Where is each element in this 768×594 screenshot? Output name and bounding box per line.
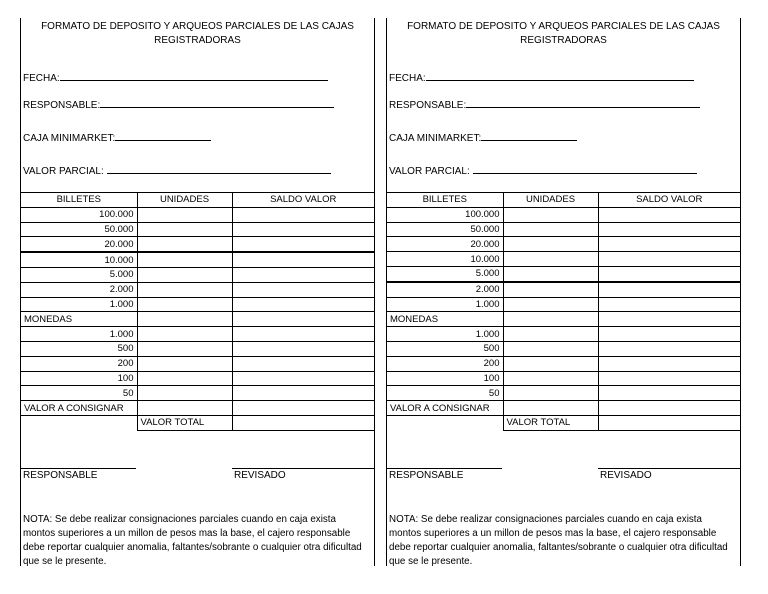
deposit-form-right (386, 18, 741, 566)
moneda-value: 200 (21, 356, 137, 371)
nota-text: NOTA: Se debe realizar consignaciones parciales cuando en caja exista montos superiores a un millon de pesos mas la base, el cajero responsable debe reportar cualquier anomalia, faltantes/sobrante o cualquier otra dificultad que se le presente. (389, 514, 728, 567)
saldo-cell[interactable] (232, 341, 374, 356)
caja-field (389, 130, 577, 144)
moneda-value: 100 (21, 371, 137, 386)
header-billetes: BILLETES (21, 193, 137, 208)
valor-consignar-row (21, 401, 374, 416)
table-row (387, 297, 740, 312)
moneda-value: 50 (387, 386, 503, 401)
unidades-cell[interactable] (137, 327, 232, 342)
unidades-cell[interactable] (137, 297, 232, 312)
unidades-cell[interactable] (503, 371, 598, 386)
valor-total-label: VALOR TOTAL (503, 415, 598, 430)
saldo-cell[interactable] (598, 401, 740, 416)
saldo-cell[interactable] (232, 207, 374, 222)
unidades-cell[interactable] (503, 222, 598, 237)
valor-parcial-label: VALOR PARCIAL: (23, 166, 104, 177)
table-row (387, 282, 740, 297)
billete-value: 20.000 (21, 237, 137, 252)
empty-cell (387, 415, 503, 430)
table-row (21, 386, 374, 401)
responsable-signature-label: RESPONSABLE (23, 470, 98, 481)
saldo-cell[interactable] (232, 237, 374, 252)
unidades-cell[interactable] (503, 327, 598, 342)
billete-value: 5.000 (21, 267, 137, 282)
unidades-cell[interactable] (137, 267, 232, 282)
unidades-cell[interactable] (137, 401, 232, 416)
saldo-cell[interactable] (232, 386, 374, 401)
moneda-value: 1.000 (387, 327, 503, 342)
moneda-value: 500 (387, 341, 503, 356)
table-row (21, 282, 374, 297)
unidades-cell[interactable] (503, 401, 598, 416)
valor-total-cell[interactable] (232, 415, 374, 430)
revisado-signature-line[interactable] (598, 468, 740, 469)
unidades-cell[interactable] (503, 266, 598, 281)
valor-parcial-line[interactable] (107, 163, 331, 174)
responsable-label: RESPONSABLE: (389, 100, 467, 111)
saldo-cell[interactable] (232, 297, 374, 312)
saldo-cell[interactable] (232, 282, 374, 297)
moneda-value: 200 (387, 356, 503, 371)
table-row (21, 207, 374, 222)
table-row (387, 252, 740, 267)
table-row (387, 266, 740, 281)
table-header-row (387, 193, 740, 208)
billete-value: 20.000 (387, 237, 503, 252)
fecha-label: FECHA: (23, 73, 60, 84)
fecha-line[interactable] (60, 70, 328, 81)
unidades-cell[interactable] (503, 207, 598, 222)
valor-consignar-row (387, 401, 740, 416)
billete-value: 100.000 (387, 207, 503, 222)
moneda-value: 1.000 (21, 327, 137, 342)
table-row (387, 341, 740, 356)
responsable-signature-line[interactable] (387, 468, 502, 469)
nota-text: NOTA: Se debe realizar consignaciones parciales cuando en caja exista montos superiores a un millon de pesos mas la base, el cajero responsable debe reportar cualquier anomalia, faltantes/sobrante o cualquier otra dificultad que se le presente. (23, 514, 362, 567)
saldo-cell[interactable] (232, 267, 374, 282)
responsable-field (389, 97, 700, 111)
billete-value: 1.000 (387, 297, 503, 312)
valor-parcial-field (23, 163, 331, 177)
valor-parcial-line[interactable] (473, 163, 697, 174)
form-title: FORMATO DE DEPOSITO Y ARQUEOS PARCIALES DE LAS CAJAS REGISTRADORAS (41, 21, 354, 46)
caja-field (23, 130, 211, 144)
monedas-row (21, 312, 374, 327)
valor-total-row (21, 415, 374, 430)
billete-value: 100.000 (21, 207, 137, 222)
unidades-cell[interactable] (137, 222, 232, 237)
unidades-cell[interactable] (137, 386, 232, 401)
billete-value: 2.000 (21, 282, 137, 297)
unidades-cell[interactable] (503, 386, 598, 401)
unidades-cell[interactable] (503, 341, 598, 356)
billete-value: 10.000 (387, 252, 503, 267)
monedas-label: MONEDAS (387, 312, 503, 327)
saldo-cell[interactable] (232, 312, 374, 327)
table-row (387, 222, 740, 237)
saldo-cell[interactable] (598, 371, 740, 386)
header-saldo-valor: SALDO VALOR (598, 193, 740, 208)
denomination-table (387, 192, 740, 431)
responsable-field (23, 97, 334, 111)
saldo-cell[interactable] (598, 237, 740, 252)
billete-value: 1.000 (21, 297, 137, 312)
responsable-line[interactable] (466, 97, 700, 108)
unidades-cell[interactable] (137, 207, 232, 222)
saldo-cell[interactable] (598, 386, 740, 401)
responsable-label: RESPONSABLE: (23, 100, 101, 111)
caja-line[interactable] (481, 130, 577, 141)
table-row (21, 252, 374, 267)
table-row (21, 237, 374, 252)
billete-value: 50.000 (21, 222, 137, 237)
moneda-value: 500 (21, 341, 137, 356)
unidades-cell[interactable] (503, 237, 598, 252)
saldo-cell[interactable] (598, 297, 740, 312)
fecha-label: FECHA: (389, 73, 426, 84)
unidades-cell[interactable] (137, 237, 232, 252)
unidades-cell[interactable] (503, 282, 598, 297)
table-row (21, 222, 374, 237)
header-saldo-valor: SALDO VALOR (232, 193, 374, 208)
saldo-cell[interactable] (598, 222, 740, 237)
table-header-row (21, 193, 374, 208)
unidades-cell[interactable] (137, 312, 232, 327)
table-row (21, 297, 374, 312)
saldo-cell[interactable] (232, 222, 374, 237)
table-row (21, 371, 374, 386)
fecha-field (23, 70, 328, 84)
saldo-cell[interactable] (598, 356, 740, 371)
saldo-cell[interactable] (598, 207, 740, 222)
unidades-cell[interactable] (137, 252, 232, 267)
saldo-cell[interactable] (598, 341, 740, 356)
valor-total-row (387, 415, 740, 430)
saldo-cell[interactable] (232, 327, 374, 342)
billete-value: 10.000 (21, 252, 137, 267)
valor-consignar-label: VALOR A CONSIGNAR (21, 401, 137, 416)
responsable-signature-line[interactable] (21, 468, 136, 469)
table-row (387, 327, 740, 342)
saldo-cell[interactable] (232, 401, 374, 416)
moneda-value: 50 (21, 386, 137, 401)
billete-value: 2.000 (387, 282, 503, 297)
valor-parcial-label: VALOR PARCIAL: (389, 166, 470, 177)
saldo-cell[interactable] (598, 266, 740, 281)
caja-label: CAJA MINIMARKET: (23, 133, 116, 144)
monedas-row (387, 312, 740, 327)
valor-total-label: VALOR TOTAL (137, 415, 232, 430)
unidades-cell[interactable] (137, 282, 232, 297)
billete-value: 50.000 (387, 222, 503, 237)
unidades-cell[interactable] (503, 297, 598, 312)
deposit-form-left (20, 18, 375, 566)
unidades-cell[interactable] (137, 356, 232, 371)
valor-consignar-label: VALOR A CONSIGNAR (387, 401, 503, 416)
header-unidades: UNIDADES (503, 193, 598, 208)
saldo-cell[interactable] (598, 327, 740, 342)
denomination-table (21, 192, 374, 431)
header-billetes: BILLETES (387, 193, 503, 208)
table-row (21, 341, 374, 356)
billete-value: 5.000 (387, 266, 503, 281)
saldo-cell[interactable] (232, 356, 374, 371)
fecha-field (389, 70, 694, 84)
saldo-cell[interactable] (232, 371, 374, 386)
table-row (387, 237, 740, 252)
revisado-signature-line[interactable] (232, 468, 374, 469)
saldo-cell[interactable] (598, 282, 740, 297)
unidades-cell[interactable] (503, 252, 598, 267)
caja-line[interactable] (115, 130, 211, 141)
saldo-cell[interactable] (598, 312, 740, 327)
fecha-line[interactable] (426, 70, 694, 81)
revisado-signature-label: REVISADO (234, 470, 286, 481)
table-row (21, 356, 374, 371)
caja-label: CAJA MINIMARKET: (389, 133, 482, 144)
header-unidades: UNIDADES (137, 193, 232, 208)
valor-parcial-field (389, 163, 697, 177)
table-row (387, 207, 740, 222)
table-row (21, 267, 374, 282)
unidades-cell[interactable] (137, 371, 232, 386)
responsable-signature-label: RESPONSABLE (389, 470, 464, 481)
unidades-cell[interactable] (503, 312, 598, 327)
unidades-cell[interactable] (503, 356, 598, 371)
revisado-signature-label: REVISADO (600, 470, 652, 481)
valor-total-cell[interactable] (598, 415, 740, 430)
monedas-label: MONEDAS (21, 312, 137, 327)
saldo-cell[interactable] (598, 252, 740, 267)
table-row (21, 327, 374, 342)
table-row (387, 356, 740, 371)
unidades-cell[interactable] (137, 341, 232, 356)
table-row (387, 386, 740, 401)
table-row (387, 371, 740, 386)
saldo-cell[interactable] (232, 252, 374, 267)
empty-cell (21, 415, 137, 430)
responsable-line[interactable] (100, 97, 334, 108)
form-title: FORMATO DE DEPOSITO Y ARQUEOS PARCIALES DE LAS CAJAS REGISTRADORAS (407, 21, 720, 46)
moneda-value: 100 (387, 371, 503, 386)
